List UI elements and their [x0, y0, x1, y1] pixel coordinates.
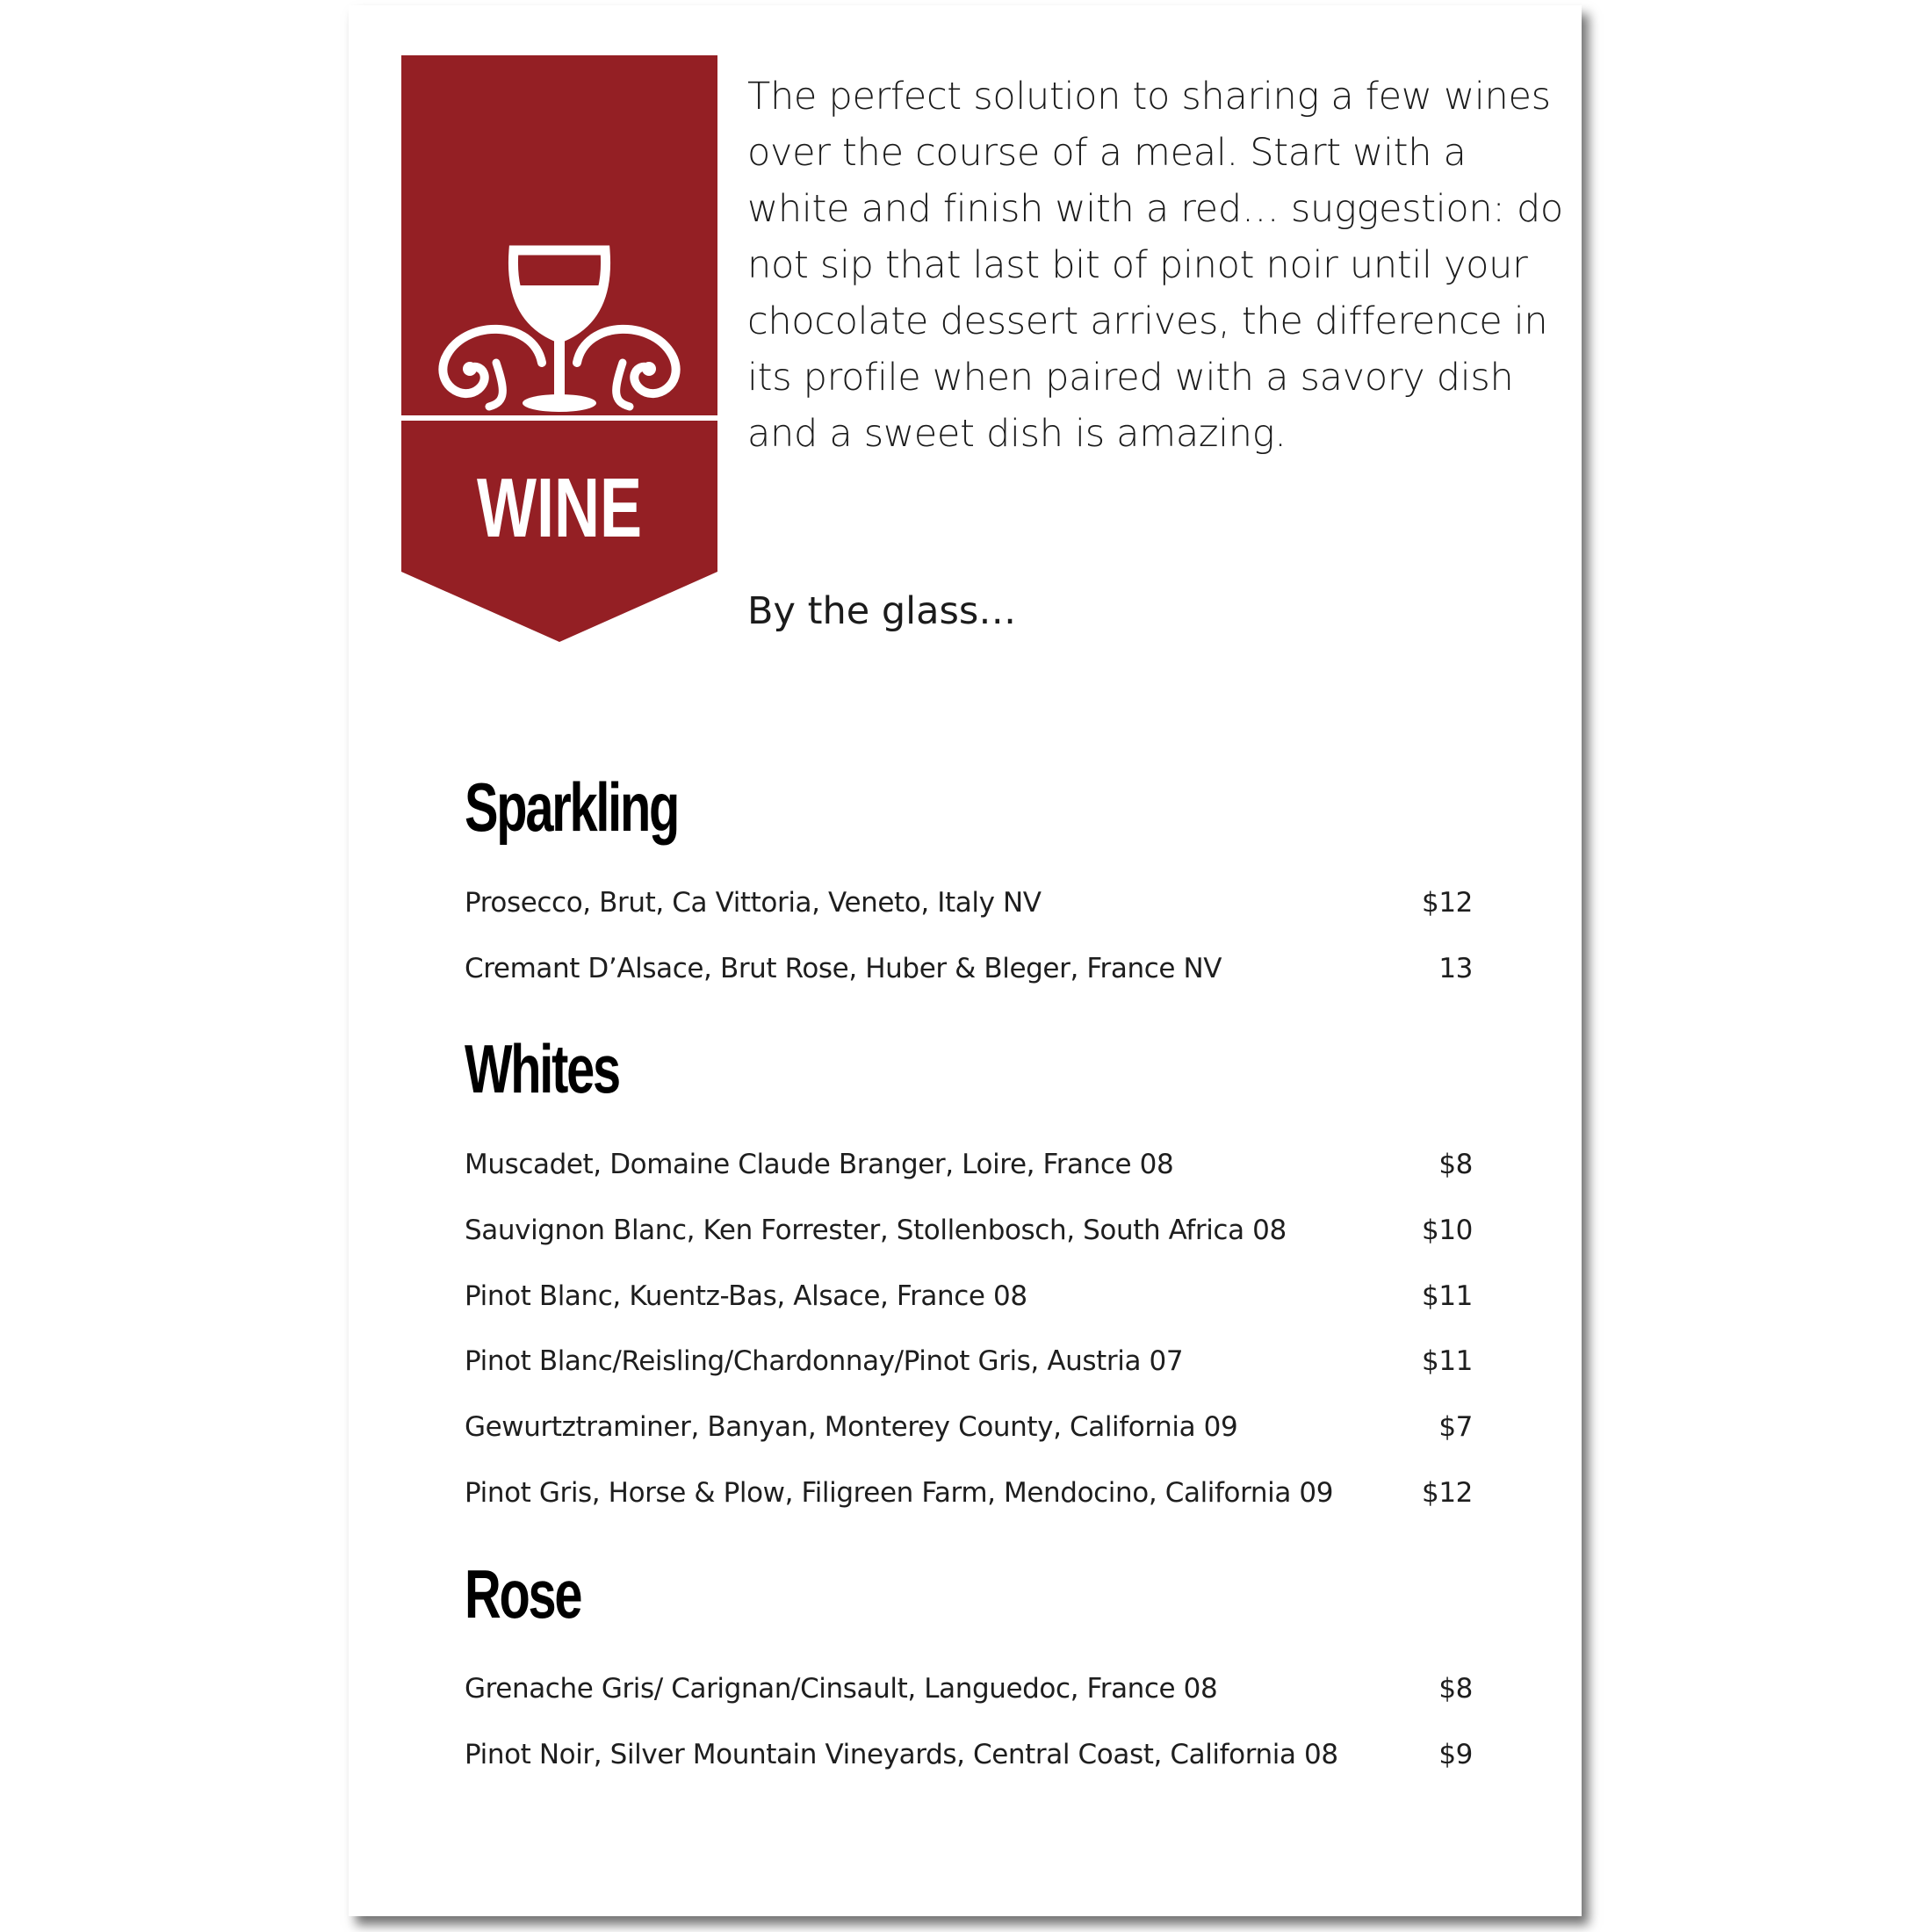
list-item — [465, 1669, 1473, 1708]
list-item — [465, 1342, 1473, 1381]
list-item — [465, 949, 1473, 988]
item-price: $8 — [1438, 1673, 1473, 1705]
section-title-sparkling: Sparkling — [465, 768, 679, 846]
item-price: $11 — [1422, 1280, 1473, 1312]
item-name: Prosecco, Brut, Ca Vittoria, Veneto, Italy NV — [465, 887, 1042, 919]
item-price: 13 — [1438, 953, 1473, 984]
list-item — [465, 1735, 1473, 1774]
section-title-whites: Whites — [465, 1030, 619, 1107]
item-name: Muscadet, Domaine Claude Branger, Loire, France 08 — [465, 1149, 1174, 1180]
item-name: Gewurtztraminer, Banyan, Monterey County, California 09 — [465, 1411, 1238, 1443]
item-name: Sauvignon Blanc, Ken Forrester, Stollenbosch, South Africa 08 — [465, 1215, 1287, 1246]
list-item — [465, 1145, 1473, 1184]
item-price: $7 — [1438, 1411, 1473, 1443]
wine-banner — [401, 55, 717, 642]
banner-label: WINE — [477, 459, 642, 555]
item-price: $12 — [1422, 887, 1473, 919]
item-price: $10 — [1422, 1215, 1473, 1246]
item-price: $12 — [1422, 1477, 1473, 1509]
by-the-glass-heading: By the glass… — [747, 589, 1017, 633]
item-price: $8 — [1438, 1149, 1473, 1180]
item-name: Cremant D’Alsace, Brut Rose, Huber & Bleger, France NV — [465, 953, 1222, 984]
intro-text: The perfect solution to sharing a few wines over the course of a meal. Start with a white and finish with a red… suggestion: do not sip that last bit of pinot noir until your chocolate dessert arrives, the difference in its profile when paired with a savory dish and a sweet dish is amazing. — [747, 75, 1563, 456]
item-name: Pinot Gris, Horse & Plow, Filigreen Farm, Mendocino, California 09 — [465, 1477, 1334, 1509]
item-price: $9 — [1438, 1739, 1473, 1770]
item-price: $11 — [1422, 1345, 1473, 1377]
list-item — [465, 1408, 1473, 1446]
wine-banner-graphic — [401, 55, 717, 642]
menu-page — [349, 5, 1582, 1916]
item-name: Pinot Blanc, Kuentz-Bas, Alsace, France 08 — [465, 1280, 1027, 1312]
list-item — [465, 1211, 1473, 1250]
list-item — [465, 1277, 1473, 1316]
list-item — [465, 1474, 1473, 1512]
list-item — [465, 883, 1473, 922]
item-name: Pinot Noir, Silver Mountain Vineyards, Central Coast, California 08 — [465, 1739, 1338, 1770]
section-title-rose: Rose — [465, 1555, 581, 1633]
item-name: Pinot Blanc/Reisling/Chardonnay/Pinot Gris, Austria 07 — [465, 1345, 1184, 1377]
item-name: Grenache Gris/ Carignan/Cinsault, Languedoc, France 08 — [465, 1673, 1218, 1705]
